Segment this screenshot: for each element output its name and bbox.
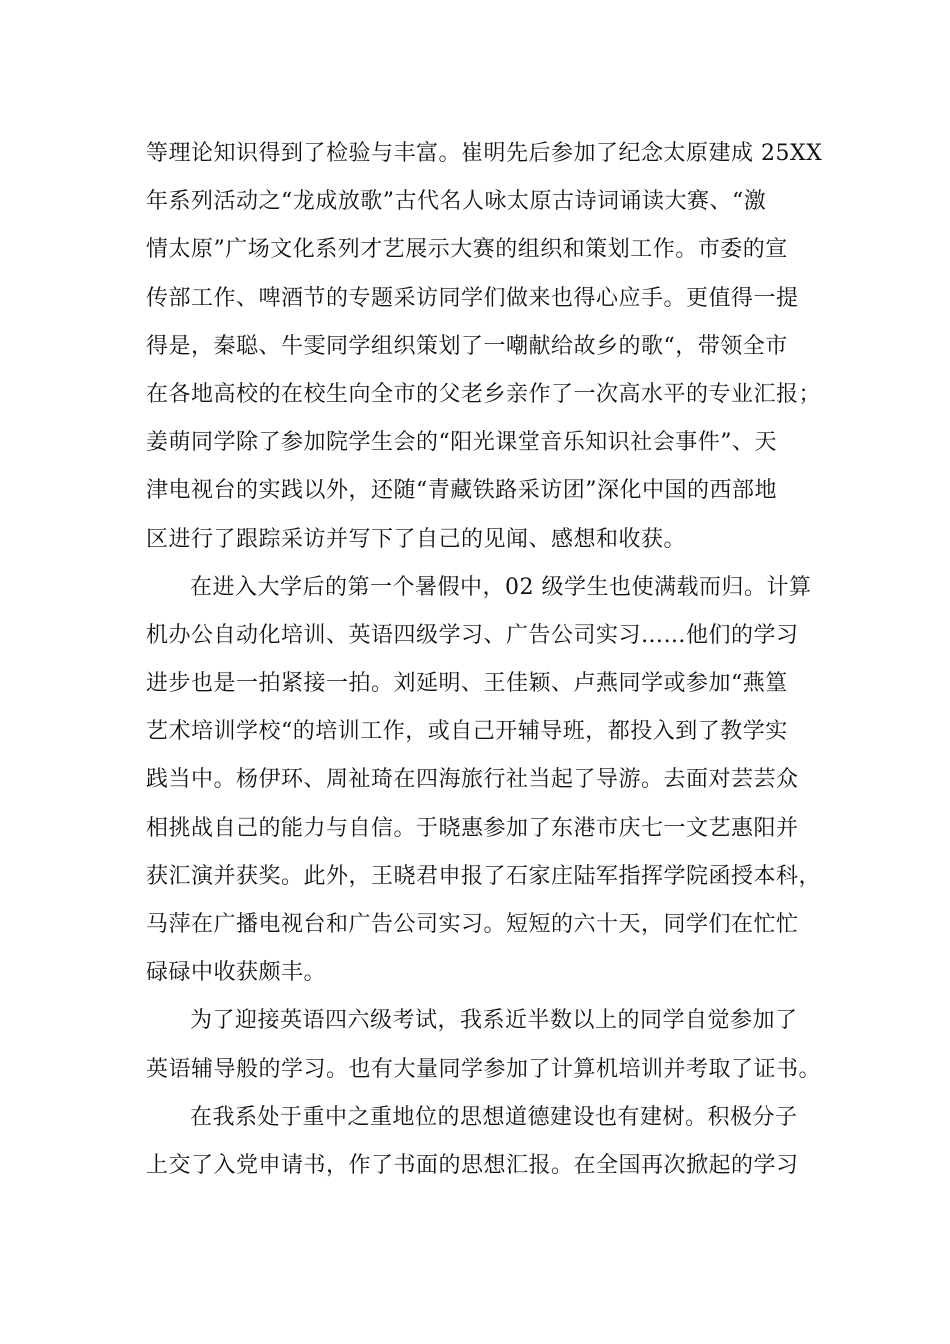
text-line: 在进入大学后的第一个暑假中，02 级学生也使满载而归。计算	[190, 574, 812, 600]
text-line: 英语辅导般的学习。也有大量同学参加了计算机培训并考取了证书。	[146, 1056, 822, 1082]
text-line: 相挑战自己的能力与自信。于晓惠参加了东港市庆七一文艺惠阳并	[146, 815, 799, 841]
text-line: 在各地高校的在校生向全市的父老乡亲作了一次高水平的专业汇报；	[146, 381, 822, 407]
text-line: 区进行了跟踪采访并写下了自己的见闻、感想和收获。	[146, 526, 687, 552]
paragraph-2	[146, 564, 826, 998]
document-body	[146, 130, 826, 1190]
text-line: 践当中。杨伊环、周祉琦在四海旅行社当起了导游。去面对芸芸众	[146, 767, 799, 793]
text-line: 情太原”广场文化系列才艺展示大赛的组织和策划工作。市委的宣	[146, 237, 788, 263]
paragraph-1	[146, 130, 826, 564]
text-line: 年系列活动之“龙成放歌”古代名人咏太原古诗词诵读大赛、“激	[146, 189, 767, 215]
paragraph-4	[146, 1094, 826, 1190]
text-line: 津电视台的实践以外，还随“青藏铁路采访团”深化中国的西部地	[146, 478, 777, 504]
text-line: 碌碌中收获颇丰。	[146, 960, 327, 986]
text-line: 获汇演并获奖。此外，王晓君申报了石家庄陆军指挥学院函授本科，	[146, 863, 822, 889]
text-line: 为了迎接英语四六级考试，我系近半数以上的同学自觉参加了	[190, 1008, 798, 1034]
text-line: 得是，秦聪、牛雯同学组织策划了一嘲献给故乡的歌“，带领全市	[146, 333, 788, 359]
text-line: 艺术培训学校“的培训工作，或自己开辅导班，都投入到了教学实	[146, 719, 788, 745]
text-line: 在我系处于重中之重地位的思想道德建设也有建树。积极分子	[190, 1104, 798, 1130]
text-line: 机办公自动化培训、英语四级学习、广告公司实习……他们的学习	[146, 622, 799, 648]
text-line: 马萍在广播电视台和广告公司实习。短短的六十天，同学们在忙忙	[146, 912, 799, 937]
text-line: 进步也是一拍紧接一拍。刘延明、王佳颖、卢燕同学或参加“燕篁	[146, 671, 788, 697]
text-line: 传部工作、啤酒节的专题采访同学们做来也得心应手。更值得一提	[146, 285, 799, 311]
text-line: 等理论知识得到了检验与丰富。崔明先后参加了纪念太原建成 25XX	[146, 141, 823, 166]
paragraph-3	[146, 997, 826, 1093]
text-line: 姜萌同学除了参加院学生会的“阳光课堂音乐知识社会事件”、天	[146, 430, 777, 456]
text-line: 上交了入党申请书，作了书面的思想汇报。在全国再次掀起的学习	[146, 1152, 799, 1178]
